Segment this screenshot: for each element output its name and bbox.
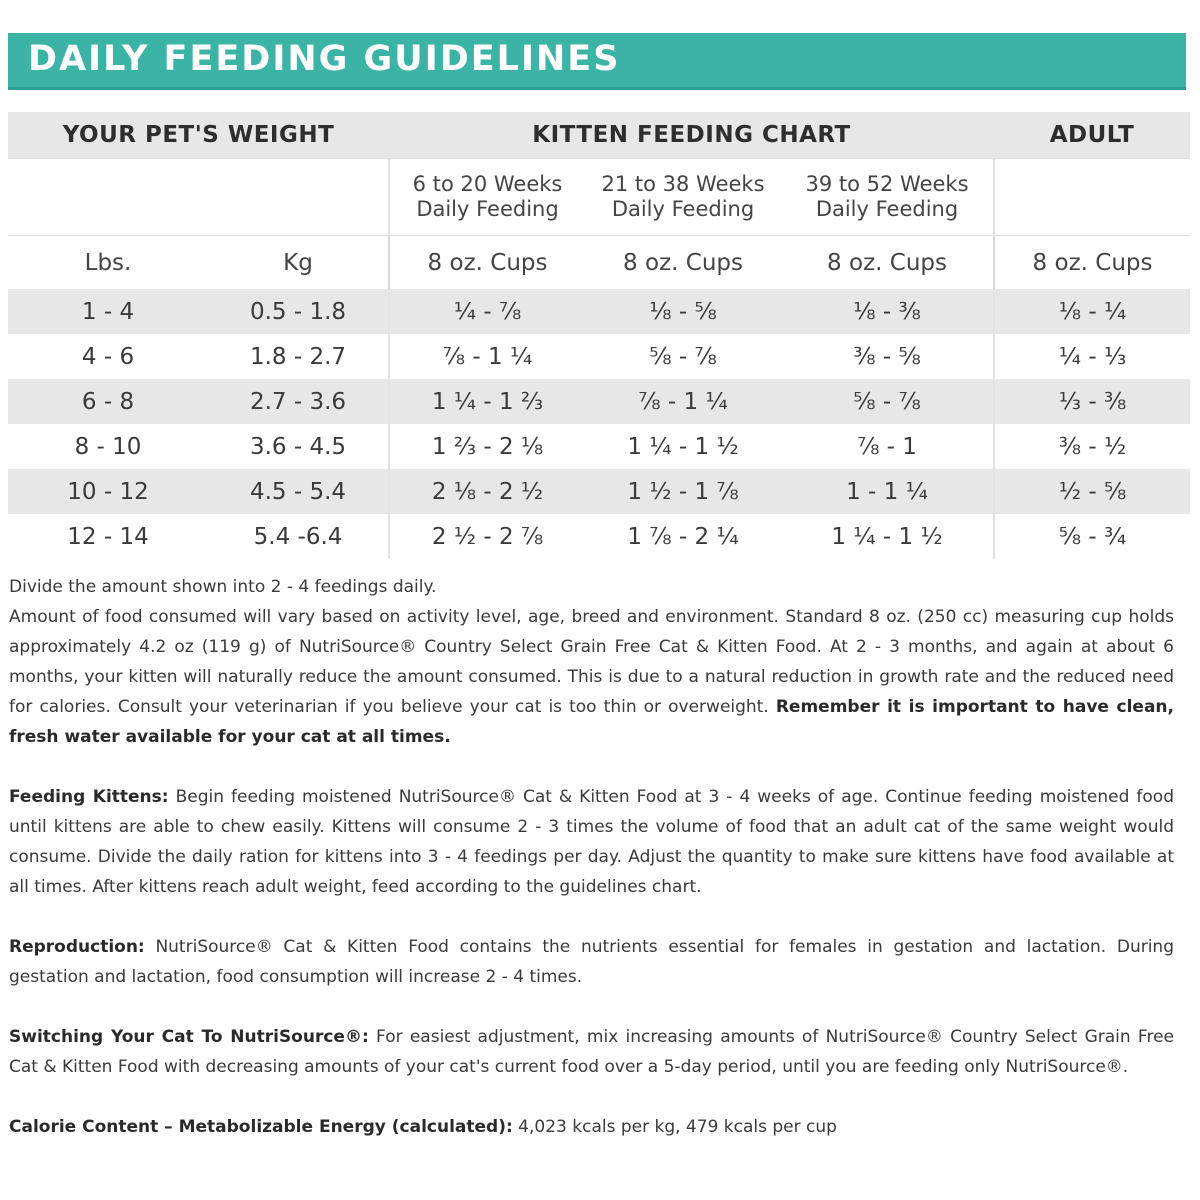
reproduction-paragraph	[9, 932, 1174, 992]
cell-lbs: 8 - 10	[74, 433, 142, 460]
weeks-39-52-label: Daily Feeding	[815, 197, 959, 221]
cell-adult: ⅛ - ¼	[994, 289, 1190, 334]
cell-weeks-21-38: 1 ½ - 1 ⅞	[585, 469, 781, 514]
table-row	[8, 334, 1190, 379]
cell-weeks-21-38: 1 ¼ - 1 ½	[627, 433, 739, 460]
unit-kg: Kg	[208, 236, 389, 290]
feeding-kittens-text: Begin feeding moistened NutriSource® Cat & Kitten Food at 3 - 4 weeks of age. Continue feeding moistened food until kittens are able to chew easily. Kittens will consume 2 - 3 times the volume of food that an adult cat of the same weight would consume. Divide the daily ration for kittens into 3 - 4 feedings per day. Adjust the quantity to make sure kittens have food available at all times. After kittens reach adult weight, feed according to the guidelines chart.	[9, 787, 1174, 897]
cell-weeks-6-20: ¼ - ⅞	[389, 289, 585, 334]
calorie-paragraph	[9, 1112, 1174, 1142]
header-pet-weight: YOUR PET'S WEIGHT	[8, 112, 389, 159]
weeks-21-38-label: Daily Feeding	[611, 197, 755, 221]
table-header-row	[8, 112, 1190, 159]
weeks-row	[8, 159, 1190, 236]
header-adult: ADULT	[994, 112, 1190, 159]
weeks-6-20	[389, 159, 585, 236]
feeding-chart-table	[8, 112, 1190, 559]
weeks-21-38	[585, 159, 781, 236]
table-row	[8, 289, 1190, 334]
feeding-kittens-label: Feeding Kittens:	[9, 787, 169, 807]
cell-weeks-39-52: ⅝ - ⅞	[781, 379, 994, 424]
unit-lbs: Lbs.	[8, 236, 208, 290]
weeks-39-52	[781, 159, 994, 236]
cell-kg: 3.6 - 4.5	[249, 433, 347, 460]
amount-text: Amount of food consumed will vary based on activity level, age, breed and environment. Standard 8 oz. (250 cc) measuring cup holds approximately 4.2 oz (119 g) of NutriSource® Country Select Grain Free Cat & Kitten Food. At 2 - 3 months, and again at about 6 months, your kitten will naturally reduce the amount consumed. This is due to a natural reduction in growth rate and the reduced need for calories. Consult your veterinarian if you believe your cat is too thin or overweight.	[9, 607, 1174, 717]
calorie-label: Calorie Content – Metabolizable Energy (calculated):	[9, 1117, 513, 1137]
unit-cups: 8 oz. Cups	[781, 236, 994, 290]
page-title: DAILY FEEDING GUIDELINES	[28, 39, 621, 79]
table-row	[8, 469, 1190, 514]
weeks-6-20-label: Daily Feeding	[416, 197, 559, 221]
cell-weeks-39-52: 1 ¼ - 1 ½	[831, 523, 943, 550]
reproduction-label: Reproduction:	[9, 937, 145, 957]
cell-kg: 1.8 - 2.7	[249, 343, 347, 370]
cell-kg: 4.5 - 5.4	[208, 469, 389, 514]
cell-weeks-6-20: 2 ⅛ - 2 ½	[389, 469, 585, 514]
table-row	[8, 514, 1190, 559]
cell-lbs: 4 - 6	[81, 343, 135, 370]
cell-adult: ½ - ⅝	[994, 469, 1190, 514]
cell-weeks-6-20: ⅞ - 1 ¼	[389, 334, 585, 379]
cell-weeks-6-20: 2 ½ - 2 ⅞	[389, 514, 585, 559]
cell-adult: ⅓ - ⅜	[994, 379, 1190, 424]
cell-weeks-39-52: 1 - 1 ¼	[781, 469, 994, 514]
switching-label: Switching Your Cat To NutriSource®:	[9, 1027, 369, 1047]
table-row	[8, 379, 1190, 424]
weeks-adult-empty-cell	[994, 159, 1190, 236]
cell-weeks-21-38: ⅝ - ⅞	[649, 343, 717, 370]
weeks-6-20-range: 6 to 20 Weeks	[412, 172, 563, 196]
weeks-21-38-range: 21 to 38 Weeks	[601, 172, 765, 196]
divide-note: Divide the amount shown into 2 - 4 feedings daily.	[9, 577, 437, 597]
cell-weeks-39-52: ⅜ - ⅝	[853, 343, 921, 370]
reproduction-text: NutriSource® Cat & Kitten Food contains the nutrients essential for females in gestation and lactation. During gestation and lactation, food consumption will increase 2 - 4 times.	[9, 937, 1174, 987]
unit-cups: 8 oz. Cups	[585, 236, 781, 290]
units-row	[8, 236, 1190, 290]
calorie-text: 4,023 kcals per kg, 479 kcals per cup	[512, 1117, 837, 1137]
header-kitten-chart: KITTEN FEEDING CHART	[389, 112, 994, 159]
cell-lbs: 6 - 8	[8, 379, 208, 424]
table-row	[8, 424, 1190, 469]
cell-weeks-21-38: 1 ⅞ - 2 ¼	[627, 523, 739, 550]
cell-weeks-6-20: 1 ⅔ - 2 ⅛	[389, 424, 585, 469]
unit-cups: 8 oz. Cups	[994, 236, 1190, 290]
cell-lbs: 10 - 12	[8, 469, 208, 514]
cell-weeks-6-20: 1 ¼ - 1 ⅔	[389, 379, 585, 424]
cell-kg: 5.4 -6.4	[253, 523, 343, 550]
cell-lbs: 12 - 14	[67, 523, 149, 550]
unit-cups: 8 oz. Cups	[389, 236, 585, 290]
cell-weeks-21-38: ⅛ - ⅝	[585, 289, 781, 334]
switching-paragraph	[9, 1022, 1174, 1082]
water-reminder: Remember it is important to have clean, fresh water available for your cat at all times.	[9, 697, 1174, 747]
cell-lbs: 1 - 4	[8, 289, 208, 334]
cell-adult: ⅝ - ¾	[994, 514, 1190, 559]
weeks-39-52-range: 39 to 52 Weeks	[805, 172, 969, 196]
cell-weeks-21-38: ⅞ - 1 ¼	[585, 379, 781, 424]
switching-text: For easiest adjustment, mix increasing amounts of NutriSource® Country Select Grain Free Cat & Kitten Food with decreasing amounts of your cat's current food over a 5-day period, until you are feeding only NutriSource®.	[9, 1027, 1174, 1077]
feeding-kittens-paragraph	[9, 782, 1174, 902]
title-banner	[8, 33, 1186, 90]
feeding-notes	[9, 572, 1174, 1142]
amount-note	[9, 602, 1174, 752]
cell-weeks-39-52: ⅛ - ⅜	[781, 289, 994, 334]
cell-weeks-39-52: ⅞ - 1	[857, 433, 917, 460]
weeks-empty-cell	[8, 159, 389, 236]
cell-adult: ¼ - ⅓	[994, 334, 1190, 379]
cell-kg: 2.7 - 3.6	[208, 379, 389, 424]
cell-adult: ⅜ - ½	[994, 424, 1190, 469]
cell-kg: 0.5 - 1.8	[208, 289, 389, 334]
